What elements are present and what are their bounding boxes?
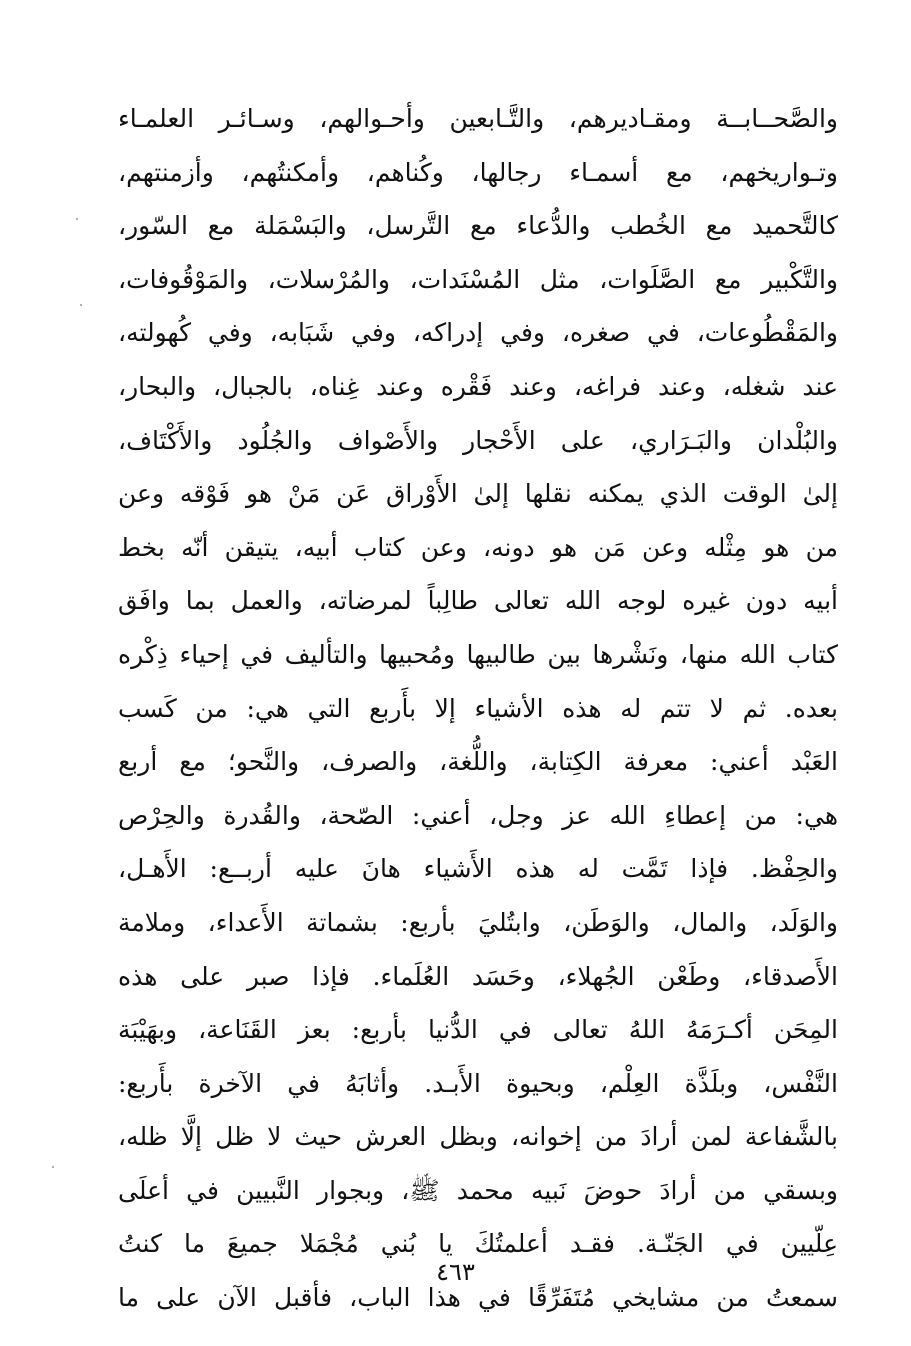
body-text bbox=[118, 92, 838, 1325]
text-line: والتَّكْبير مع الصَّلَوات، مثل المُسْنَدات، والمُرْسلات، والمَوْقُوفات، bbox=[118, 264, 838, 294]
text-line: أبيه دون غيره لوجه الله تعالى طالِباً لمرضاته، والعمل بما وافَق bbox=[118, 586, 838, 616]
text-line: عِلّيين في الجَنّـة. فقـد أعلمتُكَ يا بُني مُجْمَلا جميعَ ما كنتُ bbox=[118, 1229, 838, 1259]
text-line: النَّفْس، وبلَذَّة العِلْم، وبحيوة الأَبـد. وأثابَهُ في الآخرة بأَربع: bbox=[118, 1068, 838, 1098]
page-number: ٤٦٣ bbox=[436, 1258, 475, 1286]
text-line: كتاب الله منها، ونَشْرها بين طالبيها ومُحبيها والتأليف في إحياء ذِكْره bbox=[118, 639, 838, 669]
text-line: والحِفْظ. فإذا تَمَّت له هذه الأَشياء هانَ عليه أربــع: الأَهـل، bbox=[118, 854, 838, 884]
text-line: سمعتُ من مشايخي مُتَفَرِّقًا في هذا الباب، فأقبل الآن على ما bbox=[118, 1283, 838, 1313]
text-line: وتـواريخهم، مع أسمـاء رجالها، وكُناهم، وأمكنتُهم، وأزمنتهم، bbox=[118, 157, 838, 187]
text-line: والوَلَد، والمال، والوَطَن، وابتُليَ بأربع: بشماتة الأَعداء، وملامة bbox=[118, 907, 838, 937]
text-line: والبُلْدان والبَـرَاري، على الأَحْجار والأَصْواف والجُلُود والأَكْتَاف، bbox=[118, 425, 838, 455]
text-line: والمَقْطُوعات، في صغره، وفي إدراكه، وفي شَبَابه، وفي كُهولته، bbox=[118, 318, 838, 348]
text-line: الأَصدقاء، وطَعْن الجُهلاء، وحَسَد العُلَماء. فإذا صبر على هذه bbox=[118, 961, 838, 991]
scan-speck bbox=[52, 1166, 54, 1168]
text-line: المِحَن أكـرَمَهُ اللهُ تعالى في الدُّنيا بأربع: بعز القَنَاعة، وبهَيْبَة bbox=[118, 1015, 838, 1045]
text-line: عند شغله، وعند فراغه، وعند فَقْره وعند غِناه، بالجبال، والبحار، bbox=[118, 371, 838, 401]
text-line: كالتَّحميد مع الخُطب والدُّعاء مع التَّرسل، والبَسْمَلة مع السّور، bbox=[118, 211, 838, 241]
text-line: هي: من إعطاءِ الله عز وجل، أعني: الصّحة، والقُدرة والحِرْص bbox=[118, 800, 838, 830]
text-line: بالشَّفاعة لمن أرادَ من إخوانه، وبظل العرش حيث لا ظل إلَّا ظله، bbox=[118, 1122, 838, 1152]
text-line: والصَّحــابــة ومقـاديرهم، والتَّـابعين وأحـوالهم، وسـائـر العلمـاء bbox=[118, 104, 838, 133]
text-line: إلىٰ الوقت الذي يمكنه نقلها إلىٰ الأَوْراق عَن مَنْ هو فَوْقه وعن bbox=[118, 479, 838, 509]
text-line: وبسقي من أرادَ حوضَ نَبيه محمد ﷺ، وبجوار النَّبيين في أعلَى bbox=[118, 1175, 838, 1205]
text-line: العَبْد أعني: معرفة الكِتابة، واللُّغة، والصرف، والنَّحو؛ مع أربع bbox=[118, 747, 838, 777]
text-line: بعده. ثم لا تتم له هذه الأشياء إلا بأَربع التي هي: من كَسب bbox=[118, 693, 838, 723]
text-line: من هو مِثْله وعن مَن هو دونه، وعن كتاب أبيه، يتيقن أنّه بخط bbox=[118, 532, 838, 562]
scan-speck bbox=[80, 304, 82, 306]
scan-speck bbox=[76, 218, 78, 220]
